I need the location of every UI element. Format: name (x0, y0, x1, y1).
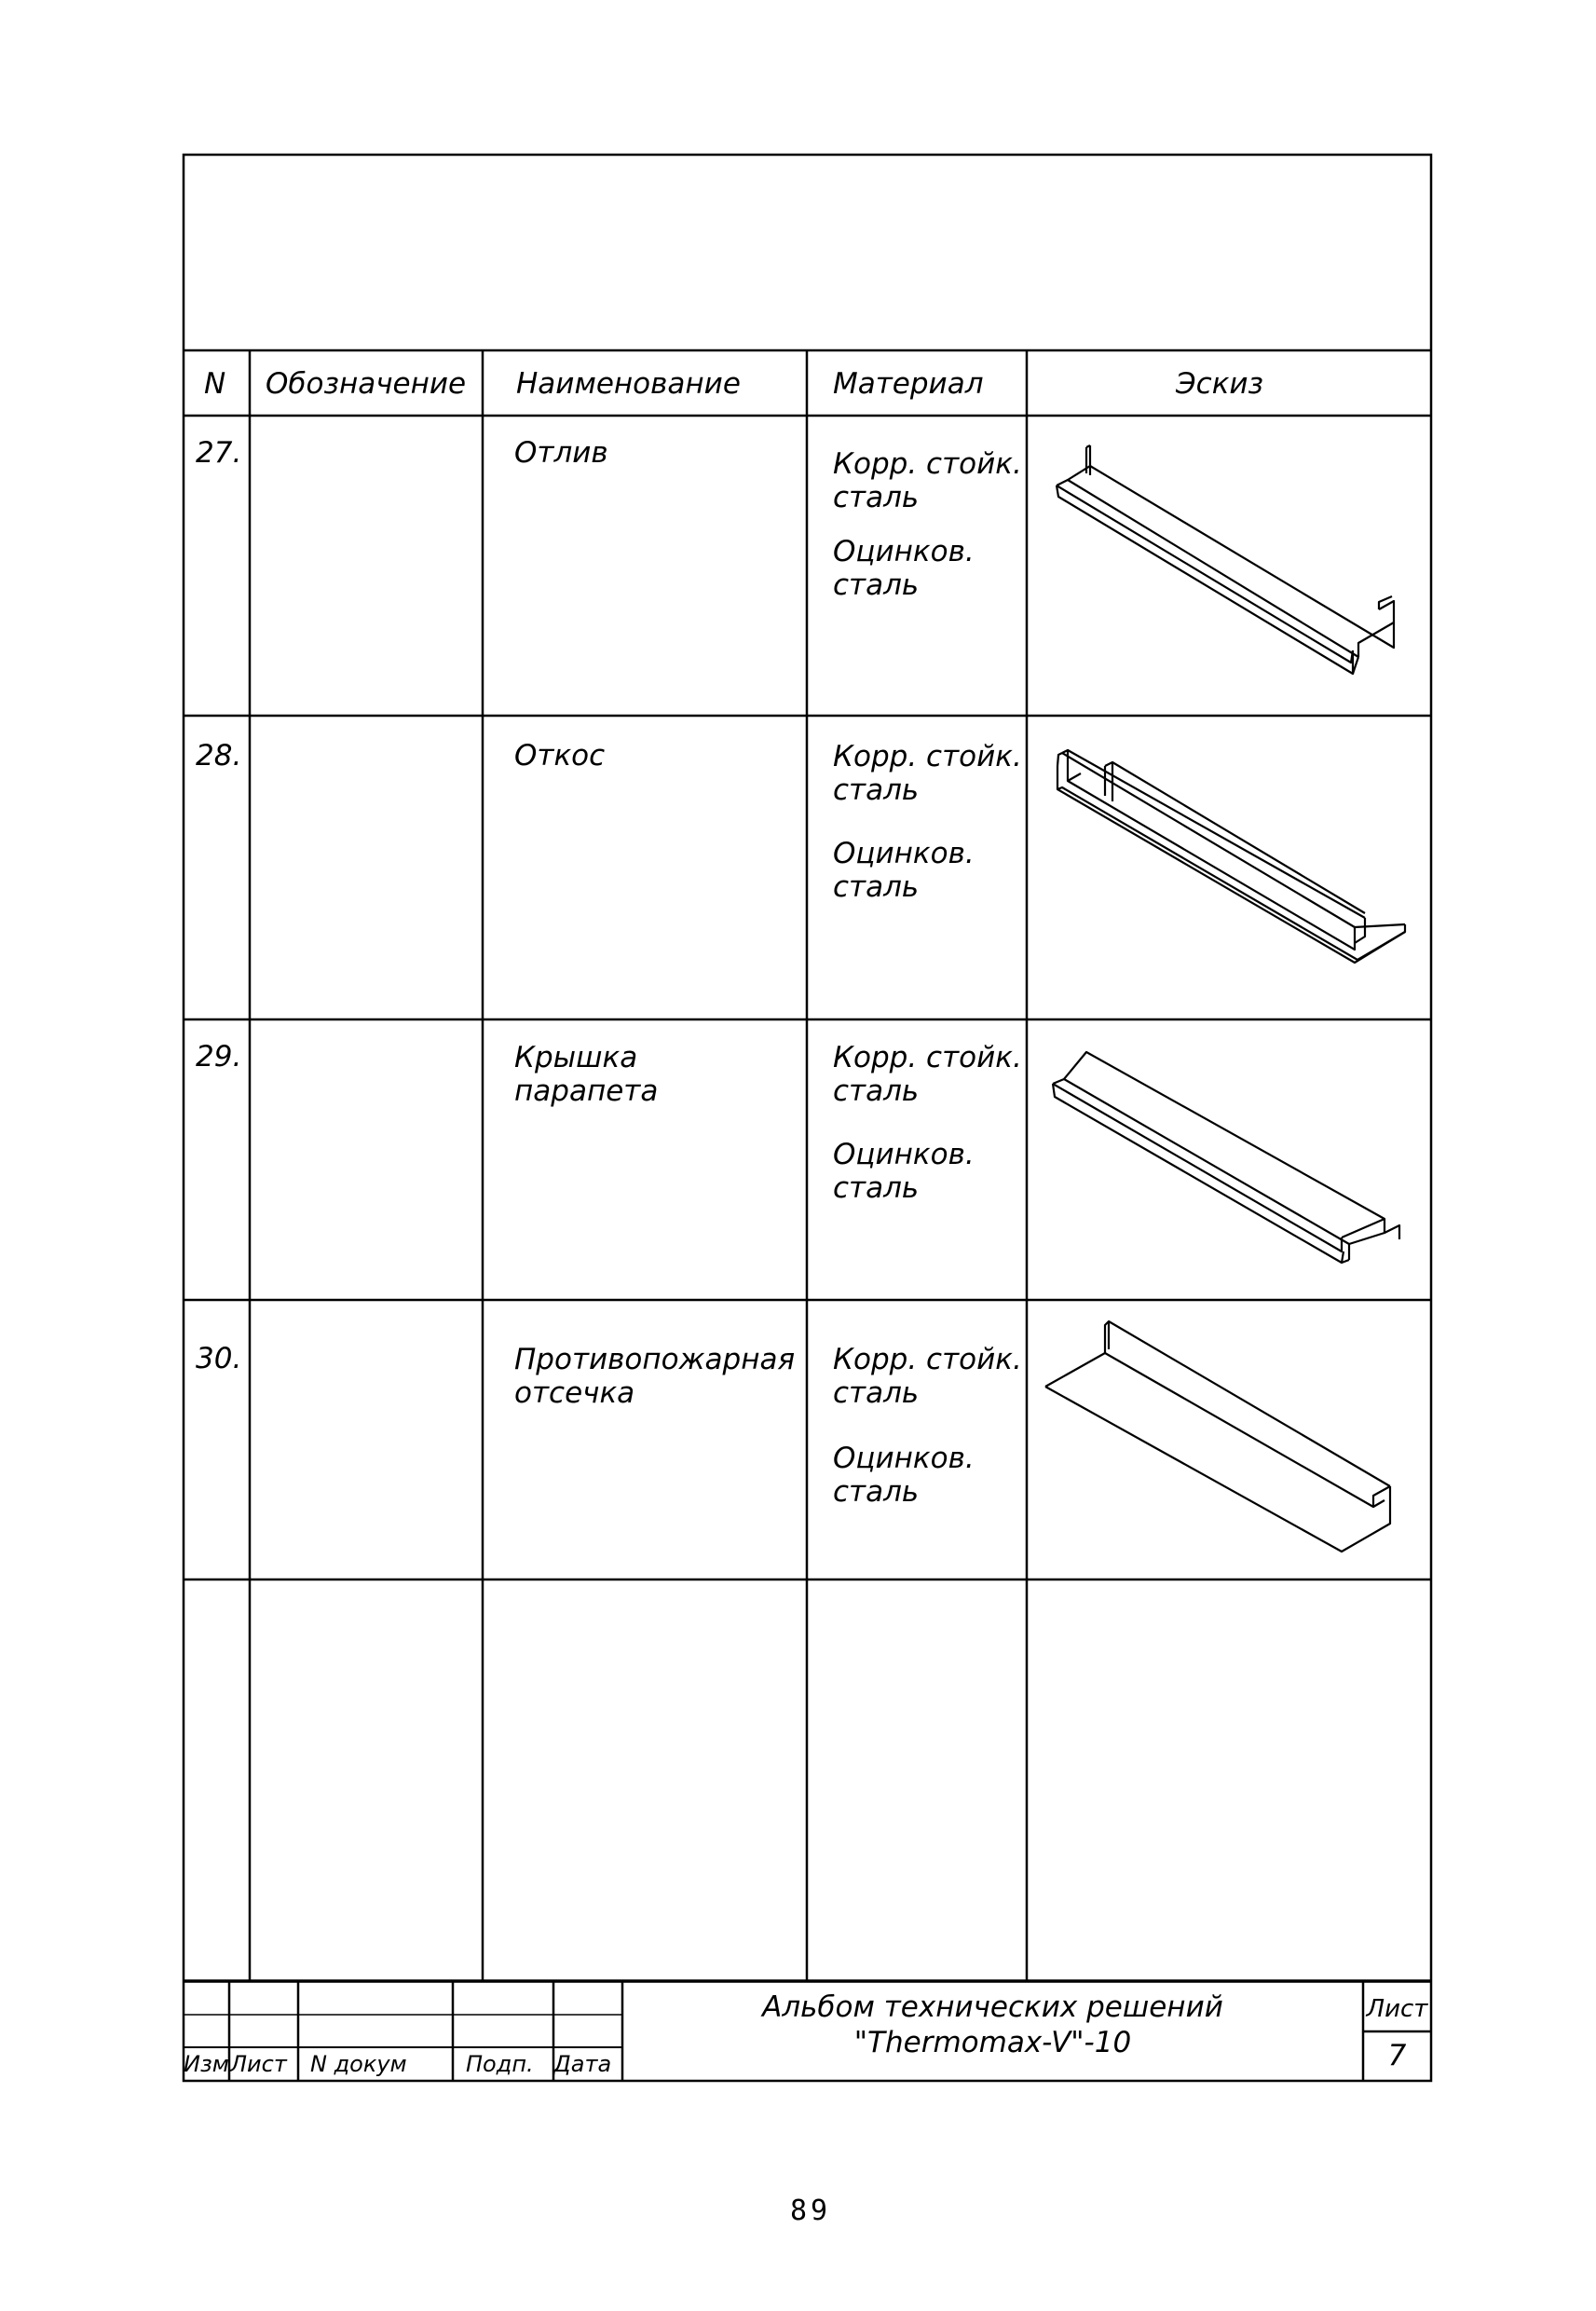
row-27-material-2a: Оцинков. (833, 535, 975, 568)
row-27-material-1b: сталь (833, 481, 920, 514)
row-28-material-1a: Корр. стойк. (833, 740, 1022, 773)
row-30-material-1b: сталь (833, 1376, 920, 1410)
row-28-number: 28. (196, 739, 242, 773)
row-29-name-1: Крышка (514, 1041, 638, 1074)
title-block-data: Дата (553, 2051, 612, 2077)
title-block-title-line2: "Thermomax-V"-10 (853, 2026, 1132, 2059)
row-30-material-1a: Корр. стойк. (833, 1343, 1022, 1376)
row-29-material-1b: сталь (833, 1074, 920, 1108)
row-27-material-2b: сталь (833, 568, 920, 602)
row-29-material-2a: Оцинков. (833, 1138, 975, 1171)
header-name: Наименование (516, 367, 741, 401)
row-28-material-2b: сталь (833, 870, 920, 904)
title-block-sheet-label: Лист (1366, 1995, 1428, 2023)
title-block-n-dokum: N докум (310, 2051, 407, 2077)
header-designation: Обозначение (266, 367, 467, 401)
row-27-number: 27. (196, 436, 242, 470)
page-number: 89 (789, 2195, 832, 2227)
title-block-izm: Изм (184, 2051, 229, 2077)
row-28-material-2a: Оцинков. (833, 837, 975, 870)
row-30-material-2a: Оцинков. (833, 1442, 975, 1475)
title-block-title-line1: Альбом технических решений (762, 1990, 1223, 2024)
row-28-material-1b: сталь (833, 773, 920, 807)
title-block-sheet-number: 7 (1387, 2039, 1407, 2072)
title-block-list: Лист (230, 2051, 287, 2077)
row-27-material-1a: Корр. стойк. (833, 447, 1022, 481)
row-28-name: Откос (514, 739, 606, 773)
row-27-name: Отлив (514, 436, 608, 470)
header-sketch: Эскиз (1176, 367, 1264, 401)
row-29-material-1a: Корр. стойк. (833, 1041, 1022, 1074)
row-29-number: 29. (196, 1040, 242, 1073)
row-30-name-2: отсечка (514, 1376, 635, 1410)
row-30-number: 30. (196, 1342, 242, 1375)
row-30-material-2b: сталь (833, 1475, 920, 1509)
row-29-name-2: парапета (514, 1074, 659, 1108)
row-30-name-1: Противопожарная (514, 1343, 796, 1376)
header-n: N (204, 367, 226, 401)
header-material: Материал (833, 367, 984, 401)
row-29-material-2b: сталь (833, 1171, 920, 1205)
title-block-podp: Подп. (466, 2051, 534, 2077)
